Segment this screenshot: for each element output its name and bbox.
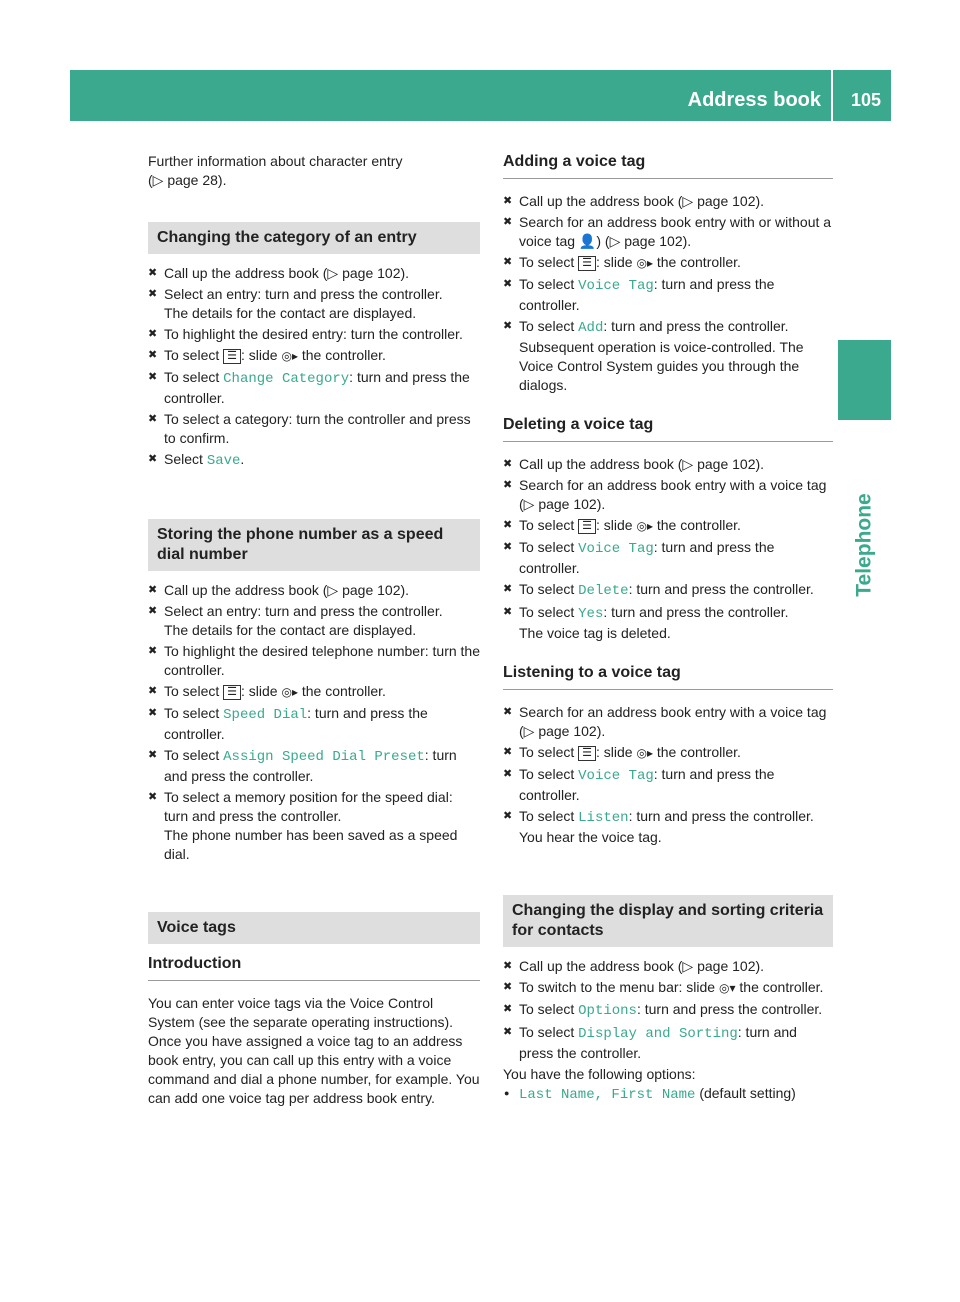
step-result: You hear the voice tag. [519,829,662,845]
step-result: The details for the contact are displayed. [164,305,417,321]
step-result: The details for the contact are displayed. [164,622,417,638]
intro-line-1: Further information about character entry [148,153,403,169]
right-column [503,152,833,1105]
step-text: To select [164,705,224,721]
step-item [148,581,480,600]
menu-label: Display and Sorting [578,1026,738,1042]
step-item [503,765,833,805]
step-item [148,746,480,786]
menu-label: Voice Tag [578,278,654,294]
menu-label: Last Name, First Name [519,1087,696,1103]
step-text: Search for an address book entry with a voice tag (▷ page 102). [519,704,827,739]
step-text: Search for an address book entry with or without a voice tag 👤) (▷ page 102). [519,214,832,249]
step-text: Select an entry: turn and press the controller. [164,286,443,302]
left-column [148,152,480,1108]
step-text: the controller. [735,979,824,995]
step-item [503,807,833,847]
step-text: : turn and press the controller. [519,1024,797,1061]
controller-slide-icon: ◎▸ [636,256,653,270]
step-text: the controller. [297,683,386,699]
options-intro: You have the following options: [503,1066,696,1082]
options-list [503,1084,833,1105]
step-text: : turn and press the controller. [603,604,789,620]
step-text: To select a memory position for the speed dial: turn and press the controller. [164,789,453,824]
section-heading: Changing the category of an entry [148,222,480,254]
step-text: Call up the address book (▷ page 102). [164,582,410,598]
step-text: To select [519,539,579,555]
step-text: : turn and press the controller. [164,747,457,784]
controller-slide-icon: ◎▸ [281,685,298,699]
step-list [148,264,480,471]
step-text: : slide [596,254,637,270]
menu-label: Voice Tag [578,768,654,784]
subsection-heading: Deleting a voice tag [503,415,833,442]
step-text: Call up the address book (▷ page 102). [519,456,765,472]
step-text: To highlight the desired telephone number: turn the controller. [164,643,480,678]
step-text: Search for an address book entry with a voice tag (▷ page 102). [519,477,827,512]
step-item [148,704,480,744]
step-text: : turn and press the controller. [628,581,814,597]
controller-slide-icon: ◎▸ [281,349,298,363]
step-text: To select [519,318,579,334]
step-text: : slide [241,347,282,363]
step-text: . [240,451,245,467]
subsection-heading: Introduction [148,954,480,981]
step-text: the controller. [652,744,741,760]
menu-label: Yes [578,606,604,622]
menu-label: Change Category [223,371,350,387]
intro-text [148,152,480,190]
step-list [503,455,833,643]
step-item [503,455,833,474]
step-item [503,213,833,251]
step-item [503,538,833,578]
step-item [503,476,833,514]
step-text: : turn and press the controller. [628,808,814,824]
step-text: the controller. [297,347,386,363]
step-text: To select [519,581,579,597]
menu-label: Add [578,320,604,336]
step-item [503,1000,833,1021]
step-item [148,602,480,640]
menu-label: Speed Dial [223,707,308,723]
header-bar [70,70,891,121]
step-item [503,580,833,601]
step-item [503,603,833,643]
step-item [503,253,833,273]
step-item [148,368,480,408]
step-text: : slide [596,744,637,760]
step-text: the controller. [652,517,741,533]
step-result: Subsequent operation is voice-controlled. The Voice Control System guides you through the dialogs. [519,339,804,393]
step-text: : turn and press the controller. [636,1001,823,1017]
step-text: To select [164,747,224,763]
section-heading: Changing the display and sorting criteria for contacts [503,895,833,947]
step-text: Select an entry: turn and press the controller. [164,603,443,619]
step-text: : turn and press the controller. [519,766,775,803]
step-item [148,450,480,471]
step-item [148,264,480,283]
step-item [148,325,480,344]
menu-label: Delete [578,583,629,599]
step-text: : slide [241,683,282,699]
step-text: : slide [596,517,637,533]
option-item [503,1084,833,1105]
menu-icon: ☰ [578,519,596,534]
menu-label: Voice Tag [578,541,654,557]
step-item [503,978,833,998]
step-text: To highlight the desired entry: turn the controller. [164,326,463,342]
menu-icon: ☰ [578,746,596,761]
header-title: Address book [687,89,821,111]
menu-label: Options [578,1003,637,1019]
section-heading: Storing the phone number as a speed dial number [148,519,480,571]
step-item [148,642,480,680]
side-tab-label: Telephone [852,493,876,597]
step-list [503,192,833,395]
side-tab [838,340,891,420]
step-text: : turn and press the controller. [603,318,789,334]
step-item [503,1023,833,1063]
step-text: Call up the address book (▷ page 102). [164,265,410,281]
step-text: the controller. [652,254,741,270]
step-item [148,346,480,366]
step-text: To select [519,808,579,824]
step-item [148,410,480,448]
step-text: To select [519,744,579,760]
step-item [503,703,833,741]
body-paragraph: You can enter voice tags via the Voice Control System (see the separate operating instructions). Once you have assigned a voice tag to an address book entry, you can call up this entry with a voice command and dial a phone number, for example. You can add one voice tag per address book entry. [148,995,480,1106]
step-text: To select [519,254,579,270]
step-text: To select a category: turn the controller and press to confirm. [164,411,471,446]
section-heading: Voice tags [148,912,480,944]
step-text: To select [519,604,579,620]
step-item [503,957,833,976]
step-item [503,317,833,395]
subsection-heading: Adding a voice tag [503,152,833,179]
step-text: To select [164,369,224,385]
step-text: Call up the address book (▷ page 102). [519,193,765,209]
step-text: To select [519,1001,579,1017]
step-text: To select [519,1024,579,1040]
step-text: : turn and press the controller. [164,369,470,406]
step-text: To switch to the menu bar: slide [519,979,719,995]
step-item [148,682,480,702]
step-text: To select [164,683,224,699]
step-text: : turn and press the controller. [164,705,428,742]
header-divider [831,70,833,121]
menu-label: Listen [578,810,629,826]
step-item [503,192,833,211]
menu-icon: ☰ [223,349,241,364]
intro-line-2: (▷ page 28). [148,172,227,188]
step-item [148,788,480,864]
step-text: To select [519,276,579,292]
step-text: To select [519,766,579,782]
step-item [503,743,833,763]
step-text: : turn and press the controller. [519,539,775,576]
menu-icon: ☰ [223,685,241,700]
step-item [503,275,833,315]
step-list [148,581,480,864]
subsection-heading: Listening to a voice tag [503,663,833,690]
step-text: Select [164,451,207,467]
step-text: : turn and press the controller. [519,276,775,313]
step-item [503,516,833,536]
menu-label: Assign Speed Dial Preset [223,749,425,765]
step-list [503,957,833,1063]
step-result: The phone number has been saved as a speed dial. [164,827,458,862]
menu-label: Save [206,453,241,469]
controller-slide-icon: ◎▸ [636,519,653,533]
step-list [503,703,833,847]
step-result: The voice tag is deleted. [519,625,671,641]
option-text: (default setting) [695,1085,796,1101]
menu-icon: ☰ [578,256,596,271]
step-text: To select [519,517,579,533]
step-text: To select [164,347,224,363]
controller-slide-down-icon: ◎▾ [719,981,736,995]
step-item [148,285,480,323]
page-number: 105 [850,90,881,110]
controller-slide-icon: ◎▸ [636,746,653,760]
step-text: Call up the address book (▷ page 102). [519,958,765,974]
